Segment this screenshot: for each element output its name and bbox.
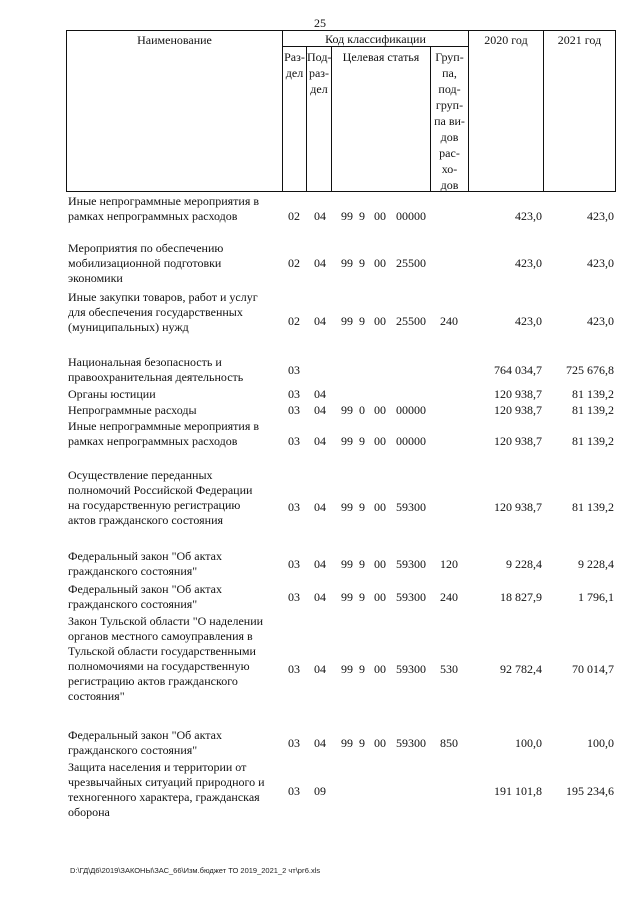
row-podrazdel: 04 xyxy=(314,434,326,448)
row-razdel: 03 xyxy=(288,500,300,514)
row-target-2: 9 xyxy=(359,736,365,750)
row-target-4: 59300 xyxy=(396,662,426,676)
row-podrazdel: 04 xyxy=(314,590,326,604)
row-2021: 423,0 xyxy=(587,209,614,223)
row-group: 850 xyxy=(440,736,458,750)
row-name: Мероприятия по обеспечению мобилизационной подготовки экономики xyxy=(68,241,224,285)
row-2020: 423,0 xyxy=(515,209,542,223)
table-header xyxy=(66,30,616,192)
row-razdel: 03 xyxy=(288,784,300,798)
row-2020: 120 938,7 xyxy=(494,500,542,514)
header-2021-cell xyxy=(543,30,616,192)
header-target-cell xyxy=(331,46,431,192)
row-razdel: 03 xyxy=(288,363,300,377)
row-target-3: 00 xyxy=(374,736,386,750)
row-target-2: 9 xyxy=(359,557,365,571)
row-razdel: 03 xyxy=(288,434,300,448)
row-target-2: 9 xyxy=(359,590,365,604)
header-razdel-cell xyxy=(282,46,307,192)
page-number: 25 xyxy=(314,16,326,30)
row-name: Органы юстиции xyxy=(68,387,156,401)
row-podrazdel: 04 xyxy=(314,209,326,223)
row-target-4: 25500 xyxy=(396,314,426,328)
row-target-1: 99 xyxy=(341,557,353,571)
row-target-3: 00 xyxy=(374,434,386,448)
row-target-4: 00000 xyxy=(396,434,426,448)
row-target-3: 00 xyxy=(374,557,386,571)
row-2021: 195 234,6 xyxy=(566,784,614,798)
row-target-3: 00 xyxy=(374,662,386,676)
header-group: Груп- па, под- груп- па ви- дов рас- хо- дов xyxy=(434,50,465,192)
row-2020: 423,0 xyxy=(515,256,542,270)
header-podrazdel-cell xyxy=(306,46,332,192)
row-group: 240 xyxy=(440,314,458,328)
row-target-2: 9 xyxy=(359,209,365,223)
row-razdel: 02 xyxy=(288,314,300,328)
row-razdel: 03 xyxy=(288,403,300,417)
row-target-4: 59300 xyxy=(396,557,426,571)
row-2020: 764 034,7 xyxy=(494,363,542,377)
row-target-3: 00 xyxy=(374,590,386,604)
row-target-3: 00 xyxy=(374,256,386,270)
row-target-4: 25500 xyxy=(396,256,426,270)
row-name: Защита населения и территории от чрезвычайных ситуаций природного и техногенного характера, гражданская оборона xyxy=(68,760,265,819)
row-2021: 423,0 xyxy=(587,256,614,270)
row-target-2: 9 xyxy=(359,256,365,270)
row-target-3: 00 xyxy=(374,209,386,223)
row-target-4: 00000 xyxy=(396,209,426,223)
row-2021: 81 139,2 xyxy=(572,434,614,448)
row-2021: 81 139,2 xyxy=(572,500,614,514)
row-2020: 120 938,7 xyxy=(494,434,542,448)
row-podrazdel: 04 xyxy=(314,256,326,270)
header-2020: 2020 год xyxy=(484,33,528,47)
row-name: Осуществление переданных полномочий Российской Федерации на государственную регистрацию актов гражданского состояния xyxy=(68,468,253,527)
row-2021: 100,0 xyxy=(587,736,614,750)
row-name: Иные непрограммные мероприятия в рамках непрограммных расходов xyxy=(68,419,260,448)
row-target-3: 00 xyxy=(374,500,386,514)
row-target-4: 59300 xyxy=(396,736,426,750)
row-target-1: 99 xyxy=(341,403,353,417)
row-target-2: 9 xyxy=(359,434,365,448)
row-2020: 18 827,9 xyxy=(500,590,542,604)
row-razdel: 03 xyxy=(288,387,300,401)
row-target-2: 9 xyxy=(359,314,365,328)
row-razdel: 02 xyxy=(288,256,300,270)
row-name: Иные непрограммные мероприятия в рамках непрограммных расходов xyxy=(68,194,260,223)
header-podrazdel: Под- раз- дел xyxy=(307,50,332,96)
row-2021: 70 014,7 xyxy=(572,662,614,676)
row-razdel: 03 xyxy=(288,590,300,604)
row-podrazdel: 04 xyxy=(314,314,326,328)
row-podrazdel: 09 xyxy=(314,784,326,798)
row-target-1: 99 xyxy=(341,256,353,270)
row-name: Национальная безопасность и правоохранительная деятельность xyxy=(68,355,244,384)
file-path-footer: D:\ГД\Д6\2019\ЗАКОНЫ\ЗАС_66\Изм.бюджет ТО 2019_2021_2 чт\рг6.xls xyxy=(70,866,321,875)
row-name: Федеральный закон "Об актах гражданского состояния" xyxy=(68,582,222,611)
row-2021: 81 139,2 xyxy=(572,387,614,401)
header-razdel: Раз- дел xyxy=(284,50,305,80)
header-2020-cell xyxy=(468,30,544,192)
row-target-4: 59300 xyxy=(396,500,426,514)
row-podrazdel: 04 xyxy=(314,500,326,514)
row-2021: 81 139,2 xyxy=(572,403,614,417)
row-group: 120 xyxy=(440,557,458,571)
row-target-1: 99 xyxy=(341,209,353,223)
header-classification: Код классификации xyxy=(325,32,426,46)
row-target-1: 99 xyxy=(341,314,353,328)
row-2020: 9 228,4 xyxy=(506,557,542,571)
header-2021: 2021 год xyxy=(557,33,602,47)
row-2021: 1 796,1 xyxy=(578,590,614,604)
row-group: 530 xyxy=(440,662,458,676)
row-podrazdel: 04 xyxy=(314,662,326,676)
header-group-cell xyxy=(430,46,469,192)
row-target-2: 0 xyxy=(359,403,365,417)
header-name-cell xyxy=(66,30,283,192)
row-name: Иные закупки товаров, работ и услуг для обеспечения государственных (муниципальных) нужд xyxy=(68,290,258,334)
row-target-1: 99 xyxy=(341,590,353,604)
row-2021: 423,0 xyxy=(587,314,614,328)
header-name: Наименование xyxy=(137,33,212,47)
row-target-1: 99 xyxy=(341,500,353,514)
row-name: Федеральный закон "Об актах гражданского состояния" xyxy=(68,728,222,757)
row-2020: 191 101,8 xyxy=(494,784,542,798)
row-2020: 120 938,7 xyxy=(494,387,542,401)
row-target-3: 00 xyxy=(374,403,386,417)
row-razdel: 02 xyxy=(288,209,300,223)
row-target-2: 9 xyxy=(359,500,365,514)
row-podrazdel: 04 xyxy=(314,387,326,401)
row-group: 240 xyxy=(440,590,458,604)
row-target-2: 9 xyxy=(359,662,365,676)
row-name: Федеральный закон "Об актах гражданского состояния" xyxy=(68,549,222,578)
row-podrazdel: 04 xyxy=(314,736,326,750)
row-2021: 9 228,4 xyxy=(578,557,614,571)
header-classification-cell xyxy=(282,30,469,47)
row-target-4: 00000 xyxy=(396,403,426,417)
row-podrazdel: 04 xyxy=(314,403,326,417)
row-razdel: 03 xyxy=(288,557,300,571)
row-2021: 725 676,8 xyxy=(566,363,614,377)
row-razdel: 03 xyxy=(288,662,300,676)
row-target-3: 00 xyxy=(374,314,386,328)
row-2020: 120 938,7 xyxy=(494,403,542,417)
row-razdel: 03 xyxy=(288,736,300,750)
header-target: Целевая статья xyxy=(342,50,420,64)
row-target-1: 99 xyxy=(341,662,353,676)
row-2020: 100,0 xyxy=(515,736,542,750)
row-target-1: 99 xyxy=(341,434,353,448)
row-podrazdel: 04 xyxy=(314,557,326,571)
row-name: Закон Тульской области "О наделении органов местного самоуправления в Тульской области государственными полномочиями на государственную регистрацию актов гражданского состояния" xyxy=(68,614,264,703)
row-2020: 423,0 xyxy=(515,314,542,328)
row-target-1: 99 xyxy=(341,736,353,750)
row-target-4: 59300 xyxy=(396,590,426,604)
row-name: Непрограммные расходы xyxy=(68,403,197,417)
row-2020: 92 782,4 xyxy=(500,662,542,676)
